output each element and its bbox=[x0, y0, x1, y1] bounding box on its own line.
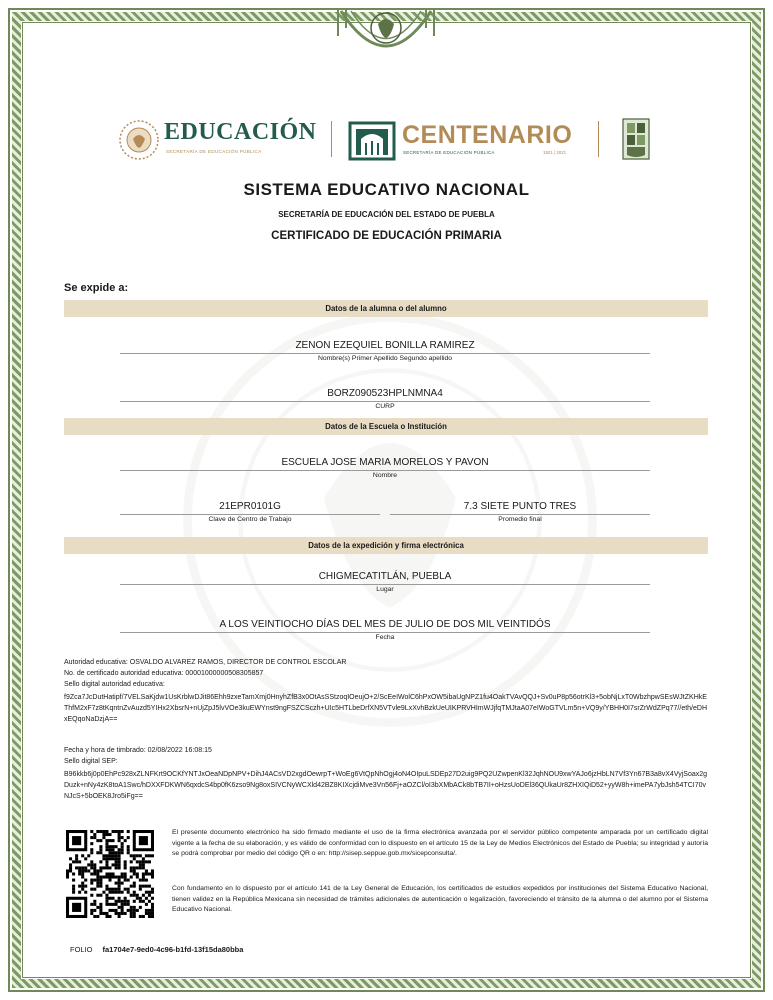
fecha-label: Fecha bbox=[375, 634, 395, 641]
student-name-label: Nombre(s) Primer Apellido Segundo apellido bbox=[317, 355, 453, 362]
cct-label: Clave de Centro de Trabajo bbox=[208, 516, 292, 523]
student-name: ZENON EZEQUIEL BONILLA RAMIREZ bbox=[295, 340, 475, 351]
sello-autoridad-value: f9Zca7JcDutHatipf/7VELSaKjdw1UsKrblwDJit86Ehh9zxeTamXmj0HnyhZfB3x0OtAsSStzoqIOeujO+2/ScEeIWolC6hPxOW5ibaUgNPZ1fu4OakTVAvQQJ+Sv0uP8p56otrKl3+5obNjLxT0WbzhpwSEsWJtZKHkEThfM2xF7z8tKqntnZvAuzd5YIHx2XbsrN+nUjZpJ5lvVOe3kuEWYnst9ngFSZCSczh+UIc5HTLbeDrfXN5VTvle9LxXvhBzkUeUIKPRVHImWJjfqTMJtaA07eIWoGTVLm5n+VQ9y/YBHH0I7srZrWdZPq77//eth/eDHxEQqoNaDzjA== bbox=[64, 694, 707, 723]
autoridad-educativa: Autoridad educativa: OSVALDO ALVAREZ RAMOS, DIRECTOR DE CONTROL ESCOLAR bbox=[64, 659, 347, 666]
school-name-field bbox=[120, 456, 650, 480]
qr-code[interactable] bbox=[66, 830, 154, 918]
logo-divider bbox=[331, 121, 332, 157]
lugar-value: CHIGMECATITLÁN, PUEBLA bbox=[318, 571, 452, 582]
sello-sep-label: Sello digital SEP: bbox=[64, 758, 118, 765]
fecha-timbrado: Fecha y hora de timbrado: 02/08/2022 16:08:15 bbox=[64, 747, 212, 754]
curp-field bbox=[120, 387, 650, 411]
legal-paragraph-1: El presente documento electrónico ha sido firmado mediante el uso de la firma electrónica avanzada por el servidor público competente amparada por un certificado digital vigente a la fecha de su elaboración, y es válido de conformidad con lo dispuesto en el artículo 15 de la Ley de Medios Electrónicos del Estado de Puebla; su integridad y autoría se podrá comprobar por medio del código QR o en: http://sisep.seppue.gob.mx/sicepconsulta/. bbox=[172, 829, 708, 857]
folio-value: fa1704e7-9ed0-4c96-b1fd-13f15da80bba bbox=[102, 945, 244, 954]
centenario-building-icon bbox=[348, 119, 396, 161]
educacion-logo-subtitle: SECRETARÍA DE EDUCACIÓN PÚBLICA bbox=[166, 149, 262, 154]
puebla-coat-of-arms-icon bbox=[620, 117, 652, 161]
lugar-field bbox=[120, 570, 650, 594]
se-expide-label: Se expide a: bbox=[64, 282, 129, 294]
section-header-alumno: Datos de la alumna o del alumno bbox=[64, 300, 708, 317]
signature-block bbox=[64, 657, 710, 725]
national-seal-icon bbox=[336, 6, 436, 68]
sello-sep-value: B96kkb6j0p0EhPc928xZLNFKrt9OCKfYNTJxOeaNDpNPV+DihJ4ACsVD2xgdOewrpT+WoEg6VtQpNhOgj4oN4OIpuLSDEp27D2uig9PQ2UZwpenKl32JqhNOU9xwYAJo6jzHbLN7Vf3Yn67B3a8vX4VyjSoax2gDuzk+nNy4zK8toA1Swc/hDXXFDKWN6qxdcS4bp0fK6zso9Ng8oxSIVCNyWCXld42BZ8KIXcjdiMve3Vn56Fj+aOZCl/oI3bXMbACk8bTB7II+oHzsUoDEl36QUkaUr8ZHXIQiD52+yyW8h+imePA7ybJsh54TCI70vNJcS+5bOEK8Jro5iFg== bbox=[64, 771, 708, 800]
folio-label: FOLIO bbox=[70, 945, 93, 954]
promedio-label: Promedio final bbox=[498, 516, 542, 523]
logos-row bbox=[0, 115, 773, 165]
section-header-escuela: Datos de la Escuela o Institución bbox=[64, 418, 708, 435]
legal-paragraph-2: Con fundamento en lo dispuesto por el artículo 141 de la Ley General de Educación, los certificados de estudios expedidos por instituciones del Sistema Educativo Nacional, tienen validez en la República Mexicana sin necesidad de trámites adicionales de autenticación o legalización, favoreciendo el tránsito de la alumna o del alumno por el Sistema Educativo Nacional. bbox=[172, 885, 708, 913]
curp-label: CURP bbox=[375, 403, 395, 410]
secretaria-title: SECRETARÍA DE EDUCACIÓN DEL ESTADO DE PUEBLA bbox=[278, 210, 495, 219]
section-header-expedicion: Datos de la expedición y firma electrónica bbox=[64, 537, 708, 554]
centenario-logo-subtitle: SECRETARÍA DE EDUCACIÓN PÚBLICA bbox=[403, 150, 495, 155]
promedio-value: 7.3 SIETE PUNTO TRES bbox=[463, 501, 577, 512]
centenario-logo-text: CENTENARIO bbox=[402, 121, 573, 149]
school-name: ESCUELA JOSE MARIA MORELOS Y PAVON bbox=[281, 457, 489, 468]
fecha-value: A LOS VEINTIOCHO DÍAS DEL MES DE JULIO DE DOS MIL VEINTIDÓS bbox=[219, 619, 551, 630]
fecha-field bbox=[120, 618, 650, 642]
folio bbox=[70, 945, 243, 954]
logo-divider-2 bbox=[598, 121, 599, 157]
sep-emblem-icon bbox=[118, 119, 160, 161]
sello-autoridad-label: Sello digital autoridad educativa: bbox=[64, 681, 165, 688]
curp-value: BORZ090523HPLNMNA4 bbox=[327, 388, 443, 399]
student-name-field bbox=[120, 339, 650, 363]
educacion-logo-text: EDUCACIÓN bbox=[164, 119, 317, 145]
promedio-field bbox=[390, 500, 650, 524]
cct-value: 21EPR0101G bbox=[219, 501, 281, 512]
cct-field bbox=[120, 500, 380, 524]
system-title: SISTEMA EDUCATIVO NACIONAL bbox=[243, 180, 530, 199]
lugar-label: Lugar bbox=[376, 586, 394, 593]
no-certificado: No. de certificado autoridad educativa: 00001000000508305857 bbox=[64, 670, 264, 677]
centenario-years: 1921 | 2021 bbox=[543, 150, 567, 155]
certificate-title: CERTIFICADO DE EDUCACIÓN PRIMARIA bbox=[271, 230, 502, 242]
school-name-label: Nombre bbox=[372, 472, 398, 479]
sep-signature-block bbox=[64, 745, 710, 802]
